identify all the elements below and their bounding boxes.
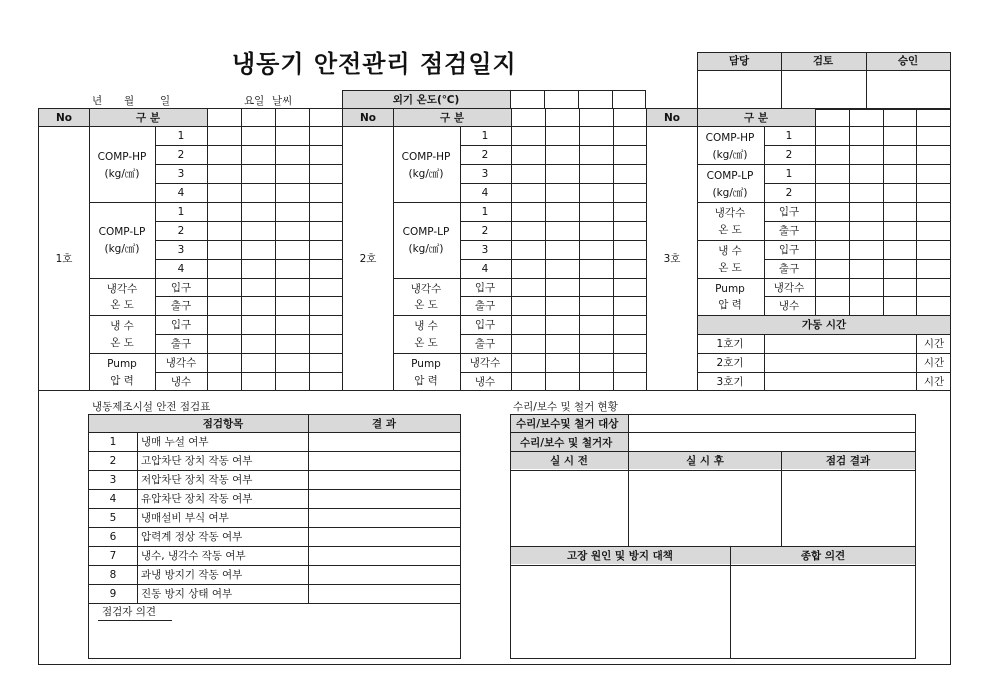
s3-lp-unit: (kg/㎠) (712, 187, 748, 199)
safety-item: 저압차단 장치 작동 여부 (141, 474, 253, 486)
s1-cw-label-b: 온 도 (110, 299, 134, 311)
s3-cold-in: 입구 (778, 244, 800, 256)
s2-hp-label: COMP-HP (401, 151, 451, 163)
safety-num: 7 (109, 550, 117, 562)
s1-cw-in: 입구 (170, 282, 192, 294)
s1-lp-n1: 1 (177, 206, 185, 218)
s2-cw-out: 출구 (474, 300, 496, 312)
safety-num: 8 (109, 569, 117, 581)
runtime-unit-3: 3호기 (716, 376, 744, 388)
header-no-3: No (663, 112, 681, 124)
runtime-hours-2: 시간 (923, 357, 945, 369)
s3-cw-label-b: 온 도 (718, 224, 742, 236)
s2-lp-n2: 2 (481, 225, 489, 237)
s3-pump-cwater: 냉각수 (773, 282, 805, 294)
s1-pump-label-a: Pump (107, 358, 137, 370)
safety-item: 냉매 누설 여부 (141, 436, 209, 448)
s1-hp-n1: 1 (177, 130, 185, 142)
s1-lp-n3: 3 (177, 244, 185, 256)
s1-lp-n2: 2 (177, 225, 185, 237)
s3-lp-n2: 2 (785, 187, 793, 199)
s2-lp-n3: 3 (481, 244, 489, 256)
safety-col-item: 점검항목 (202, 418, 244, 430)
unit-3-label: 3호 (663, 253, 681, 265)
safety-item: 고압차단 장치 작동 여부 (141, 455, 253, 467)
safety-item: 냉매설비 부식 여부 (141, 512, 229, 524)
repair-target-label: 수리/보수및 철거 대상 (516, 418, 619, 430)
s2-hp-n3: 3 (481, 168, 489, 180)
s2-lp-n1: 1 (481, 206, 489, 218)
repair-title: 수리/보수 및 철거 현황 (513, 401, 618, 413)
s1-hp-unit: (kg/㎠) (104, 168, 140, 180)
s3-cw-label-a: 냉각수 (714, 207, 746, 219)
safety-num: 5 (109, 512, 117, 524)
repair-after-label: 실 시 후 (686, 455, 724, 467)
header-no-1: No (55, 112, 73, 124)
s3-cold-out: 출구 (778, 263, 800, 275)
safety-title: 냉동제조시설 안전 점검표 (92, 401, 211, 413)
date-day-label: 일 (160, 95, 171, 107)
safety-item: 압력계 정상 작동 여부 (141, 531, 243, 543)
s3-lp-label: COMP-LP (706, 170, 754, 182)
safety-num: 4 (109, 493, 117, 505)
s3-cold-label-a: 냉 수 (718, 245, 742, 257)
unit-2-label: 2호 (359, 253, 377, 265)
s2-pump-chill: 냉수 (474, 376, 496, 388)
s2-lp-label: COMP-LP (402, 226, 450, 238)
inspector-opinion-label: 점검자 의견 (102, 606, 157, 618)
runtime-unit-1: 1호기 (716, 338, 744, 350)
s1-hp-n3: 3 (177, 168, 185, 180)
header-category-2: 구 분 (440, 112, 464, 124)
header-category-1: 구 분 (136, 112, 160, 124)
s3-cold-label-b: 온 도 (718, 262, 742, 274)
safety-num: 9 (109, 588, 117, 600)
s1-hp-n4: 4 (177, 187, 185, 199)
safety-item: 과냉 방지기 작동 여부 (141, 569, 243, 581)
s3-cw-out: 출구 (778, 225, 800, 237)
s1-cold-label-a: 냉 수 (110, 320, 134, 332)
safety-num: 3 (109, 474, 117, 486)
s1-hp-n2: 2 (177, 149, 185, 161)
page-title: 냉동기 안전관리 점검일지 (232, 50, 517, 78)
overall-opinion-label: 종합 의견 (800, 550, 846, 562)
s1-pump-chill: 냉수 (170, 376, 192, 388)
approval-label-charge: 담당 (728, 55, 750, 67)
s1-pump-label-b: 압 력 (110, 375, 134, 387)
date-year-label: 년 (92, 95, 103, 107)
date-weekday-label: 요일 (244, 95, 265, 107)
runtime-hours-3: 시간 (923, 376, 945, 388)
safety-col-result: 결 과 (372, 418, 396, 430)
s3-pump-label-a: Pump (715, 283, 745, 295)
safety-num: 6 (109, 531, 117, 543)
s1-lp-unit: (kg/㎠) (104, 243, 140, 255)
repair-result-label: 점검 결과 (825, 455, 871, 467)
runtime-title: 가동 시간 (801, 319, 847, 331)
header-category-3: 구 분 (744, 112, 768, 124)
s2-pump-label-b: 압 력 (414, 375, 438, 387)
unit-1-label: 1호 (55, 253, 73, 265)
s1-hp-label: COMP-HP (97, 151, 147, 163)
date-weather-label: 날씨 (272, 95, 293, 107)
runtime-hours-1: 시간 (923, 338, 945, 350)
s3-hp-n2: 2 (785, 149, 793, 161)
s2-cold-in: 입구 (474, 319, 496, 331)
runtime-unit-2: 2호기 (716, 357, 744, 369)
s3-hp-unit: (kg/㎠) (712, 149, 748, 161)
s2-lp-n4: 4 (481, 263, 489, 275)
safety-item: 유압차단 장치 작동 여부 (141, 493, 253, 505)
safety-num: 1 (109, 436, 117, 448)
safety-num: 2 (109, 455, 117, 467)
s2-cold-label-b: 온 도 (414, 337, 438, 349)
s2-cold-out: 출구 (474, 338, 496, 350)
s3-cw-in: 입구 (778, 206, 800, 218)
s2-pump-cwater: 냉각수 (469, 357, 501, 369)
s1-cw-out: 출구 (170, 300, 192, 312)
repair-person-label: 수리/보수 및 철거자 (520, 437, 613, 449)
date-month-label: 월 (124, 95, 135, 107)
s2-cw-label-a: 냉각수 (410, 283, 442, 295)
fault-cause-label: 고장 원인 및 방지 대책 (567, 550, 673, 562)
s3-pump-chill: 냉수 (778, 300, 800, 312)
s2-cw-in: 입구 (474, 282, 496, 294)
header-no-2: No (359, 112, 377, 124)
s1-cw-label-a: 냉각수 (106, 283, 138, 295)
s2-lp-unit: (kg/㎠) (408, 243, 444, 255)
s2-hp-n2: 2 (481, 149, 489, 161)
approval-label-approve: 승인 (897, 55, 919, 67)
s2-cw-label-b: 온 도 (414, 299, 438, 311)
s2-cold-label-a: 냉 수 (414, 320, 438, 332)
s2-hp-unit: (kg/㎠) (408, 168, 444, 180)
outdoor-temp-label: 외기 온도(℃) (392, 94, 460, 106)
s1-cold-out: 출구 (170, 338, 192, 350)
s2-pump-label-a: Pump (411, 358, 441, 370)
safety-item: 냉수, 냉각수 작동 여부 (141, 550, 246, 562)
s1-lp-label: COMP-LP (98, 226, 146, 238)
s2-hp-n1: 1 (481, 130, 489, 142)
s3-hp-label: COMP-HP (705, 132, 755, 144)
s2-hp-n4: 4 (481, 187, 489, 199)
approval-label-review: 검토 (812, 55, 834, 67)
repair-before-label: 실 시 전 (550, 455, 588, 467)
s1-cold-in: 입구 (170, 319, 192, 331)
safety-item: 진동 방지 상태 여부 (141, 588, 233, 600)
s1-lp-n4: 4 (177, 263, 185, 275)
s3-lp-n1: 1 (785, 168, 793, 180)
s1-cold-label-b: 온 도 (110, 337, 134, 349)
s1-pump-cwater: 냉각수 (165, 357, 197, 369)
s3-hp-n1: 1 (785, 130, 793, 142)
s3-pump-label-b: 압 력 (718, 299, 742, 311)
